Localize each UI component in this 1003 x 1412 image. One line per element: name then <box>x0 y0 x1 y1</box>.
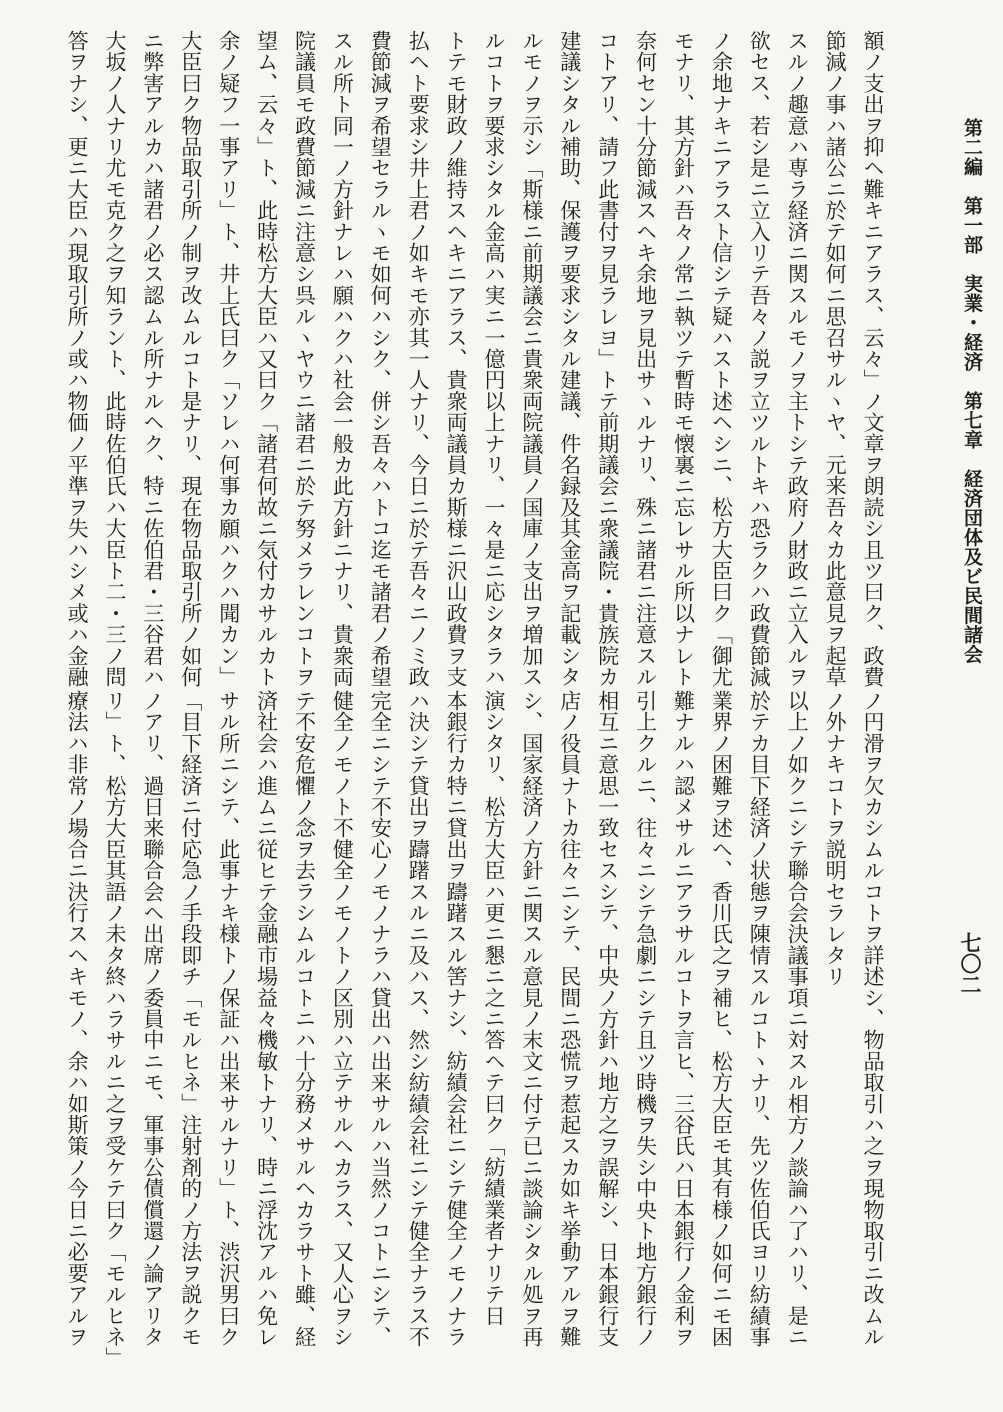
text-column: 於テカ目下経済ノ状態ヲ陳情スルコトヽナリ、先ツ佐伯氏ヨリ紡績事 <box>747 690 772 1348</box>
text-column: 本銀行カ特ニ貸出ヲ躊躇スル筈ナシ、紡績会社ニシテ健全ノモノナラ <box>444 690 469 1348</box>
text-column: 大臣曰ク物品取引所ノ制ヲ改ムルコト是ナリ、現在物品取引所ノ如何 <box>178 30 203 688</box>
text-column: 欲セス、若シ是ニ立入リテ吾々ノ説ヲ立ツルトキハ恐ラクハ政費節減 <box>747 30 772 688</box>
text-column: 払ヘト要求シ井上君ノ如キモ亦其一人ナリ、今日ニ於テ吾々ニノミ政 <box>406 30 431 688</box>
text-column: 大坂ノ人ナリ尤モ克ク之ヲ知ラント、此時佐伯氏ハ大臣ト二・三ノ問 <box>103 30 127 688</box>
text-column: サル所ニシテ、此事ナキ様トノ保証ハ出来サルナリ」ト、渋沢男曰ク <box>216 690 241 1348</box>
text-column: トテモ財政ノ維持スヘキニアラス、貴衆両議員カ斯様ニ沢山政費ヲ支 <box>444 30 469 688</box>
text-column: 望ム、云々」ト、此時松方大臣ハ又曰ク「諸君何故ニ気付カサルカト <box>254 30 279 688</box>
text-column: ノ外ナキコトヲ説明セラレタリ <box>823 690 848 987</box>
text-column: ニ弊害アルカハ諸君ノ必ス認ムル所ナルヘク、特ニ佐伯君・三谷君ハ <box>140 30 165 688</box>
text-column: 以上ノ如クニシテ聯合会決議事項ニ対スル相方ノ談論ハ了ハリ、是ニ <box>785 690 810 1348</box>
running-header: 第二編 第一部 実業・経済 第七章 経済団体及ビ民間諸会 <box>961 118 983 664</box>
text-column: 費節減ヲ希望セラルヽモ如何ハシク、併シ吾々ハトコ迄モ諸君ノ希望 <box>368 30 393 688</box>
text-column: 演シタリ、松方大臣ハ更ニ懇ニ之ニ答ヘテ曰ク「紡績業者ナリテ日 <box>482 690 506 1326</box>
text-column: スル所ト同一ノ方針ナレハ願ハクハ社会一般カ此方針ニナリ、貴衆両 <box>330 30 355 688</box>
text-column: 答ヲナシ、更ニ大臣ハ現取引所ノ或ハ物価ノ平準ヲ失ハシメ或ハ金融 <box>65 30 90 688</box>
text-column: 建議シタル補助、保護ヲ要求シタル建議、件名録及其金高ヲ記載シタ <box>557 30 582 688</box>
page-number: 七〇二 <box>958 932 983 995</box>
text-column: ノ余地ナキニアラスト信シテ疑ハスト述ヘシニ、松方大臣曰ク「御尤 <box>709 30 734 688</box>
text-column: ノ円滑ヲ欠カシムルコトヲ詳述シ、物品取引ハ之ヲ現物取引ニ改ムル <box>861 690 885 1348</box>
text-column: コトアリ、請フ此書付ヲ見ラレヨ」トテ前期議会ニ衆議院・貴族院カ <box>595 30 620 688</box>
text-column: ノアリ、過日来聯合会ヘ出席ノ委員中ニモ、軍事公債償還ノ論アリタ <box>140 690 165 1348</box>
text-column: 難ナルハ認メサルニアラサルコトヲ言ヒ、三谷氏ハ日本銀行ノ金利ヲ <box>671 690 696 1348</box>
text-column: 節減ノ事ハ諸公ニ於テ如何ニ思召サルヽヤ、元来吾々カ此意見ヲ起草 <box>823 30 848 688</box>
text-column: 院議員モ政費節減ニ注意シ呉ルヽヤウニ諸君ニ於テ努メラレンコトヲ <box>292 30 317 688</box>
text-column: 完全ニシテ不安心ノモノナラハ貸出ハ出来サルハ当然ノコトニシテ、 <box>368 690 393 1348</box>
text-column: 済社会ハ進ムニ従ヒテ金融市場益々機敏トナリ、時ニ浮沈アルハ免レ <box>254 690 279 1348</box>
text-column: 額ノ支出ヲ抑ヘ難キニアラス、云々」ノ文章ヲ朗読シ且ツ曰ク、政費 <box>861 30 885 688</box>
text-column: 奈何セン十分節減スヘキ余地ヲ見出サヽルナリ、殊ニ諸君ニ注意スル <box>633 30 658 688</box>
text-column: 引上クルニ、往々ニシテ急劇ニシテ且ツ時機ヲ失シ中央ト地方銀行ノ <box>633 690 658 1348</box>
text-column: 相互ニ意思一致セスシテ、中央ノ方針ハ地方之ヲ誤解シ、日本銀行支 <box>595 690 620 1348</box>
text-column: 療法ハ非常ノ場合ニ決行スヘキモノ、余ハ如斯策ノ今日ニ必要アルヲ <box>65 690 90 1348</box>
text-column: ルコトヲ要求シタル金高ハ実ニ一億円以上ナリ、一々是ニ応シタラハ <box>482 30 506 688</box>
text-column: 業界ノ困難ヲ述ヘ、香川氏之ヲ補ヒ、松方大臣モ其有様ノ如何ニモ困 <box>709 690 734 1348</box>
text-column: 「目下経済ニ付応急ノ手段即チ「モルヒネ」注射剤的ノ方法ヲ説クモ <box>178 690 203 1348</box>
text-column: ハ決シテ貸出ヲ躊躇スルニ及ハス、然シ紡績会社ニシテ健全ナラス不 <box>406 690 431 1348</box>
text-column: 健全ノモノト不健全ノモノトノ区別ハ立テサルヘカラス、又人心ヲシ <box>330 690 355 1348</box>
text-column: モナリ、其方針ハ吾々ノ常ニ執ツテ暫時モ懐裏ニ忘レサル所以ナレト <box>671 30 696 688</box>
text-column: テ不安危懼ノ念ヲ去ラシムルコトニハ十分務メサルヘカラサト雖、経 <box>292 690 317 1348</box>
text-column: シ、国家経済ノ方針ニ関スル意見ノ末文ニ付テ已ニ談論シタル処ヲ再 <box>519 690 544 1348</box>
text-column: リ」ト、松方大臣其語ノ未タ終ハラサルニ之ヲ受ケテ曰ク「モルヒネ」 <box>103 690 127 1369</box>
text-column: 店ノ役員ナトカ往々ニシテ、民間ニ恐慌ヲ惹起スカ如キ挙動アルヲ難 <box>557 690 582 1348</box>
text-column: ルモノヲ示シ「斯様ニ前期議会ニ貴衆両院議員ノ国庫ノ支出ヲ増加ス <box>519 30 544 688</box>
text-column: スルノ趣意ハ専ラ経済ニ関スルモノヲ主トシテ政府ノ財政ニ立入ルヲ <box>785 30 810 688</box>
text-column: 余ノ疑フ一事アリ」ト、井上氏曰ク「ソレハ何事カ願ハクハ聞カン」 <box>216 30 241 688</box>
